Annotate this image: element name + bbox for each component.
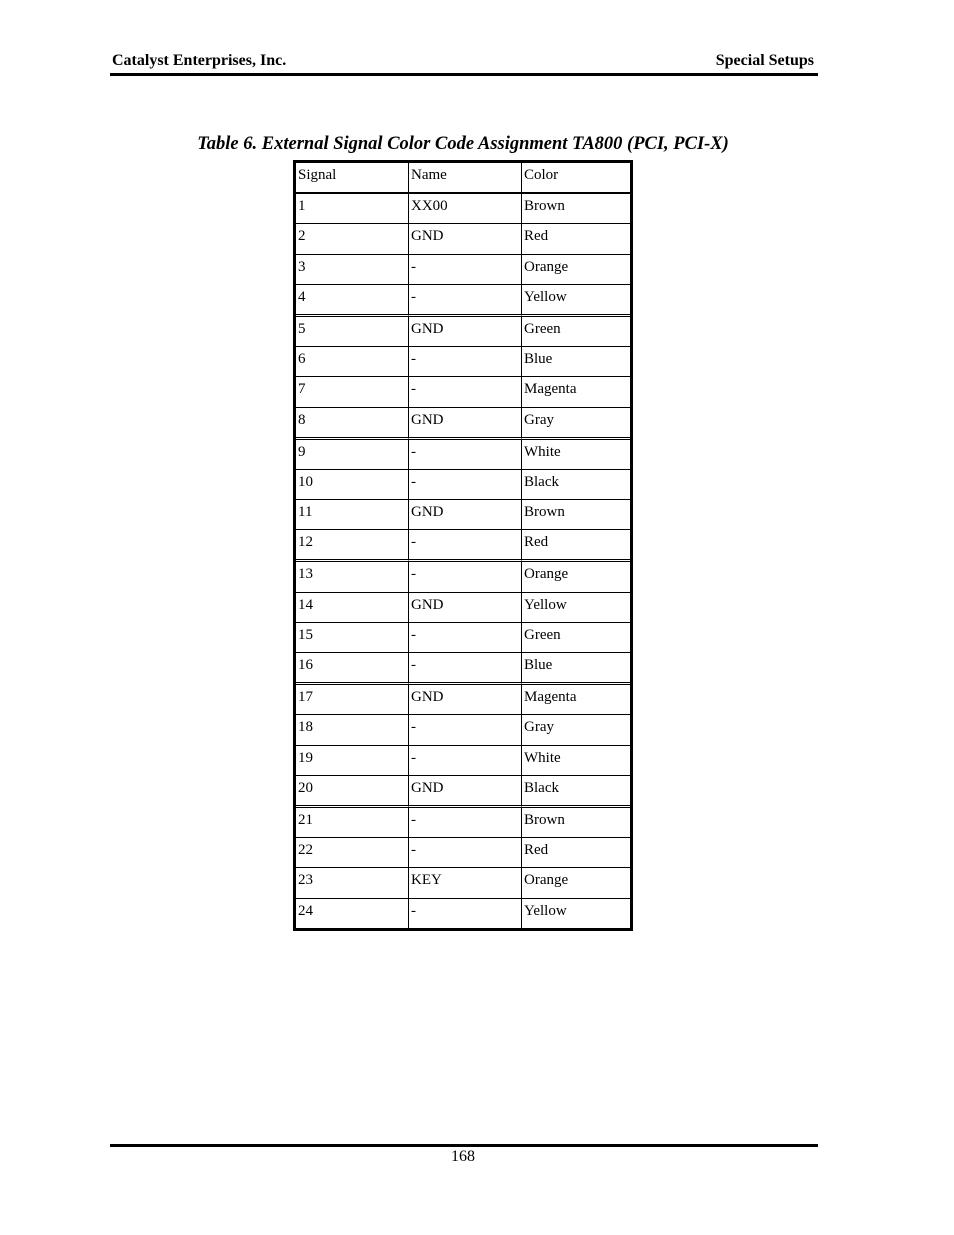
color-cell: Black (522, 776, 630, 808)
signal-cell: 17 (296, 685, 409, 715)
column-header-color: Color (522, 163, 630, 194)
name-cell: - (409, 530, 522, 562)
name-cell: - (409, 470, 522, 500)
table-row (296, 776, 630, 808)
table-row (296, 470, 630, 500)
signal-cell: 15 (296, 623, 409, 653)
color-cell: Gray (522, 715, 630, 745)
table-row (296, 746, 630, 776)
signal-cell: 18 (296, 715, 409, 745)
name-cell: GND (409, 408, 522, 440)
signal-cell: 11 (296, 500, 409, 530)
signal-cell: 9 (296, 440, 409, 470)
table-row (296, 868, 630, 898)
color-cell: Brown (522, 194, 630, 224)
color-cell: Magenta (522, 377, 630, 407)
color-cell: Blue (522, 347, 630, 377)
signal-cell: 19 (296, 746, 409, 776)
name-cell: - (409, 440, 522, 470)
signal-cell: 1 (296, 194, 409, 224)
table-caption: Table 6. External Signal Color Code Assignment TA800 (PCI, PCI-X) (197, 134, 729, 154)
color-cell: Orange (522, 868, 630, 898)
name-cell: - (409, 653, 522, 685)
name-cell: - (409, 746, 522, 776)
name-cell: GND (409, 500, 522, 530)
column-header-name: Name (409, 163, 522, 194)
color-cell: Orange (522, 255, 630, 285)
table-row (296, 562, 630, 592)
name-cell: - (409, 623, 522, 653)
color-cell: Red (522, 224, 630, 254)
color-cell: Magenta (522, 685, 630, 715)
name-cell: - (409, 255, 522, 285)
color-cell: Red (522, 838, 630, 868)
signal-cell: 2 (296, 224, 409, 254)
name-cell: - (409, 808, 522, 838)
color-cell: Red (522, 530, 630, 562)
name-cell: - (409, 838, 522, 868)
color-cell: White (522, 440, 630, 470)
table-row (296, 530, 630, 562)
color-cell: Yellow (522, 285, 630, 317)
name-cell: GND (409, 593, 522, 623)
name-cell: GND (409, 776, 522, 808)
name-cell: - (409, 285, 522, 317)
signal-color-table (293, 160, 633, 931)
column-header-signal: Signal (296, 163, 409, 194)
color-cell: Green (522, 317, 630, 347)
color-cell: White (522, 746, 630, 776)
color-cell: Brown (522, 500, 630, 530)
table-row (296, 500, 630, 530)
name-cell: GND (409, 685, 522, 715)
table-row (296, 317, 630, 347)
table-row (296, 838, 630, 868)
name-cell: - (409, 899, 522, 928)
signal-cell: 10 (296, 470, 409, 500)
signal-cell: 12 (296, 530, 409, 562)
signal-cell: 21 (296, 808, 409, 838)
signal-cell: 22 (296, 838, 409, 868)
table-row (296, 255, 630, 285)
table-row (296, 593, 630, 623)
table-row (296, 685, 630, 715)
name-cell: KEY (409, 868, 522, 898)
table-row (296, 623, 630, 653)
color-cell: Yellow (524, 902, 567, 919)
name-cell: GND (409, 224, 522, 254)
table-row (296, 440, 630, 470)
table-row (296, 715, 630, 745)
table-row (296, 653, 630, 685)
signal-cell: 4 (296, 285, 409, 317)
color-cell: Blue (522, 653, 630, 685)
name-cell: - (409, 347, 522, 377)
page-number: 168 (451, 1148, 475, 1165)
signal-cell: 6 (296, 347, 409, 377)
header-divider (110, 73, 818, 76)
color-cell: Black (522, 470, 630, 500)
color-cell: Yellow (522, 593, 630, 623)
table-row (296, 899, 630, 928)
signal-cell: 20 (296, 776, 409, 808)
table-row (296, 285, 630, 317)
color-cell: Brown (522, 808, 630, 838)
signal-table-container (293, 160, 633, 931)
table-row (296, 377, 630, 407)
signal-cell: 23 (296, 868, 409, 898)
color-cell: Orange (522, 562, 630, 592)
signal-cell: 24 (296, 899, 409, 928)
signal-cell: 14 (296, 593, 409, 623)
table-row (296, 347, 630, 377)
name-cell: - (409, 715, 522, 745)
signal-cell: 3 (296, 255, 409, 285)
name-cell: - (409, 562, 522, 592)
color-cell: Green (522, 623, 630, 653)
signal-cell: 8 (296, 408, 409, 440)
signal-cell: 16 (296, 653, 409, 685)
table-row (296, 808, 630, 838)
header-company-name: Catalyst Enterprises, Inc. (112, 52, 287, 69)
signal-cell: 5 (296, 317, 409, 347)
name-cell: GND (409, 317, 522, 347)
table-row (296, 194, 630, 224)
name-cell: - (409, 377, 522, 407)
name-cell: XX00 (409, 194, 522, 224)
table-row (296, 408, 630, 440)
table-header-row (296, 163, 630, 194)
table-row (296, 224, 630, 254)
footer-divider (110, 1144, 818, 1147)
header-section-title: Special Setups (715, 52, 814, 69)
color-cell: Gray (522, 408, 630, 440)
signal-cell: 7 (296, 377, 409, 407)
signal-cell: 13 (296, 562, 409, 592)
